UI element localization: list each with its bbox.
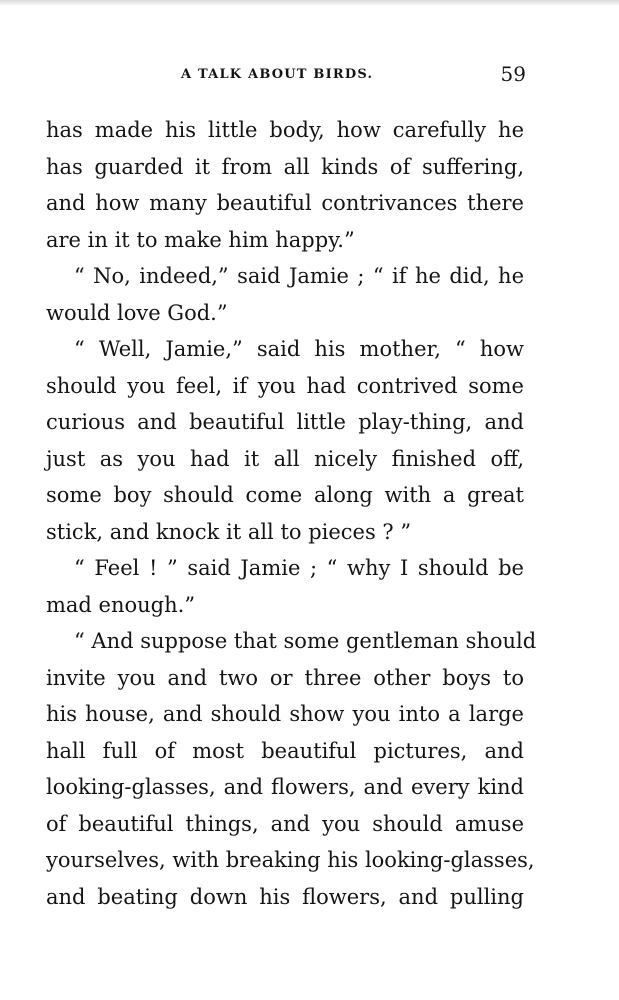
- text-line: and how many beautiful contrivances there: [46, 191, 524, 215]
- text-line: some boy should come along with a great: [46, 483, 524, 507]
- text-line: his house, and should show you into a large: [46, 702, 524, 726]
- text-line: are in it to make him happy.”: [46, 227, 355, 252]
- text-line: “ And suppose that some gentleman should: [74, 629, 537, 653]
- page-top-edge: [0, 0, 619, 6]
- text-line: curious and beautiful little play-thing, and: [46, 410, 524, 434]
- text-line: mad enough.”: [46, 592, 196, 617]
- text-line: “ Feel ! ” said Jamie ; “ why I should be: [74, 556, 524, 580]
- body-text: [46, 112, 537, 915]
- running-title: A TALK ABOUT BIRDS.: [181, 67, 374, 82]
- text-line: just as you had it all nicely finished off,: [46, 446, 524, 471]
- text-line: should you feel, if you had contrived some: [46, 373, 524, 398]
- text-line: “ Well, Jamie,” said his mother, “ how: [74, 337, 524, 361]
- text-line: and beating down his flowers, and pulling: [46, 884, 524, 909]
- text-line: looking-glasses, and flowers, and every kind: [46, 775, 524, 799]
- text-line: invite you and two or three other boys to: [46, 665, 524, 690]
- text-line: has made his little body, how carefully he: [46, 118, 524, 142]
- text-line: yourselves, with breaking his looking-glasses,: [46, 848, 535, 872]
- text-line: of beautiful things, and you should amuse: [46, 811, 524, 836]
- text-line: hall full of most beautiful pictures, and: [46, 738, 524, 763]
- page-number: 59: [500, 62, 526, 86]
- text-line: stick, and knock it all to pieces ? ”: [46, 519, 412, 544]
- text-line: has guarded it from all kinds of suffering,: [46, 154, 524, 179]
- text-line: would love God.”: [46, 300, 228, 325]
- text-line: “ No, indeed,” said Jamie ; “ if he did, he: [74, 264, 524, 288]
